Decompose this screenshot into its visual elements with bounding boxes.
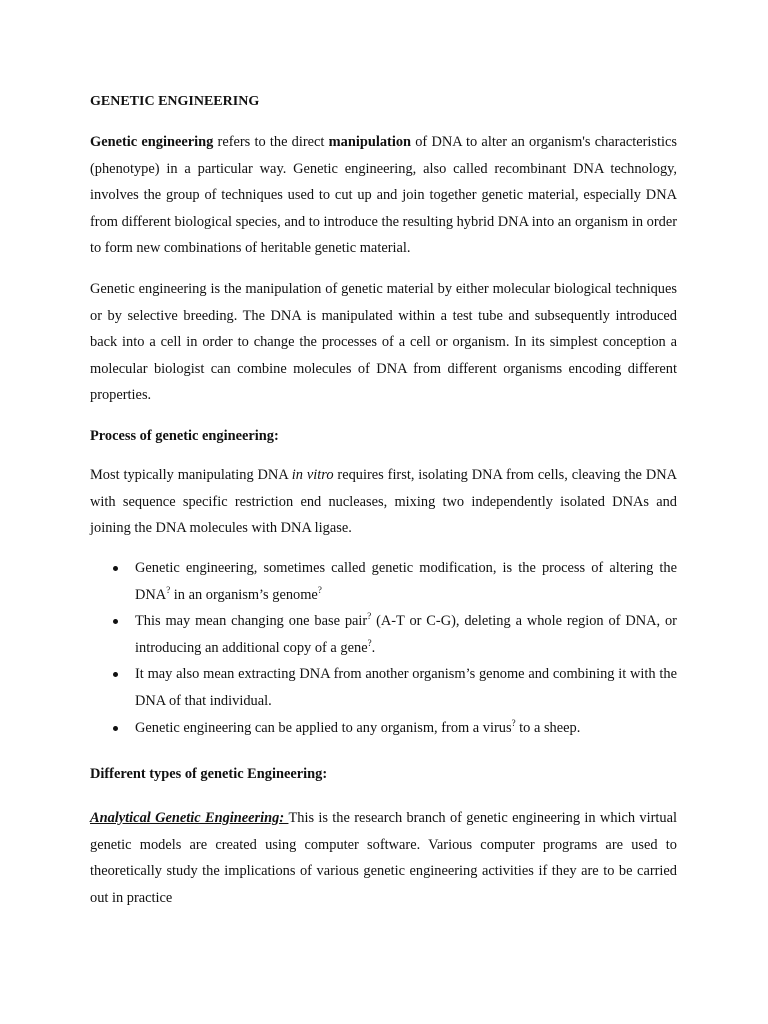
paragraph-text: requires first, isolating DNA from cells, cleaving the DNA with sequence specific restriction end nucleases, mixing two independently isolated DNAs and joining the DNA molecules with DNA ligase. (90, 467, 678, 537)
reference-mark: ? (166, 584, 171, 595)
paragraph-manipulation: Genetic engineering is the manipulation of genetic material by either molecular biological techniques or by selective breeding. The DNA is manipulated within a test tube and subsequently introduced back into a cell in order to change the processes of a cell or organism. In its simplest conception a molecular biologist can combine molecules of DNA from different organisms encoding different properties. (90, 281, 677, 404)
bold-term: manipulation (328, 134, 412, 150)
bullet-list (90, 555, 677, 741)
reference-mark: ? (317, 584, 322, 595)
bold-term: Genetic engineering (90, 134, 214, 150)
analytical-term: Analytical Genetic Engineering: (90, 810, 289, 826)
bullet-dot (113, 672, 118, 677)
section-heading-process: Process of genetic engineering: (90, 428, 279, 444)
paragraph-process (90, 462, 677, 542)
paragraph-text: Most typically manipulating DNA (90, 467, 292, 483)
paragraph-text: of DNA to alter an organism's characteristics (phenotype) in a particular way. Genetic engineering, also called recombinant DNA technology, involves the group of techniques used to cut up and join together genetic material, especially DNA from different biological species, and to introduce the resulting hybrid DNA into an organism in order to form new combinations of heritable genetic material. (90, 134, 677, 257)
paragraph-text: This is the research branch of genetic engineering in which virtual genetic models are created using computer software. Various computer programs are used to theoretically study the implications of various genetic engineering activities if they are to be carried out in practice (90, 810, 677, 906)
reference-mark: ? (511, 717, 516, 728)
reference-mark: ? (367, 637, 372, 648)
bullet-dot (113, 619, 118, 624)
document-title: GENETIC ENGINEERING (90, 94, 260, 109)
section-heading-types: Different types of genetic Engineering: (90, 766, 328, 782)
bullet-item: This may mean changing one base pair? (A-T or C-G), deleting a whole region of DNA, or introducing an additional copy of a gene?. (90, 608, 677, 661)
paragraph-analytical (90, 805, 677, 911)
bullet-item: It may also mean extracting DNA from another organism’s genome and combining it with the DNA of that individual. (90, 661, 677, 714)
bullet-dot (113, 566, 118, 571)
paragraph-text: refers to the direct (213, 134, 329, 150)
bullet-item: Genetic engineering can be applied to any organism, from a virus? to a sheep. (90, 715, 677, 742)
italic-term: in vitro (291, 467, 334, 483)
bullet-dot (113, 726, 118, 731)
reference-mark: ? (367, 611, 372, 622)
paragraph-definition (90, 129, 677, 262)
bullet-item: Genetic engineering, sometimes called genetic modification, is the process of altering the DNA? in an organism’s genome? (90, 555, 677, 608)
